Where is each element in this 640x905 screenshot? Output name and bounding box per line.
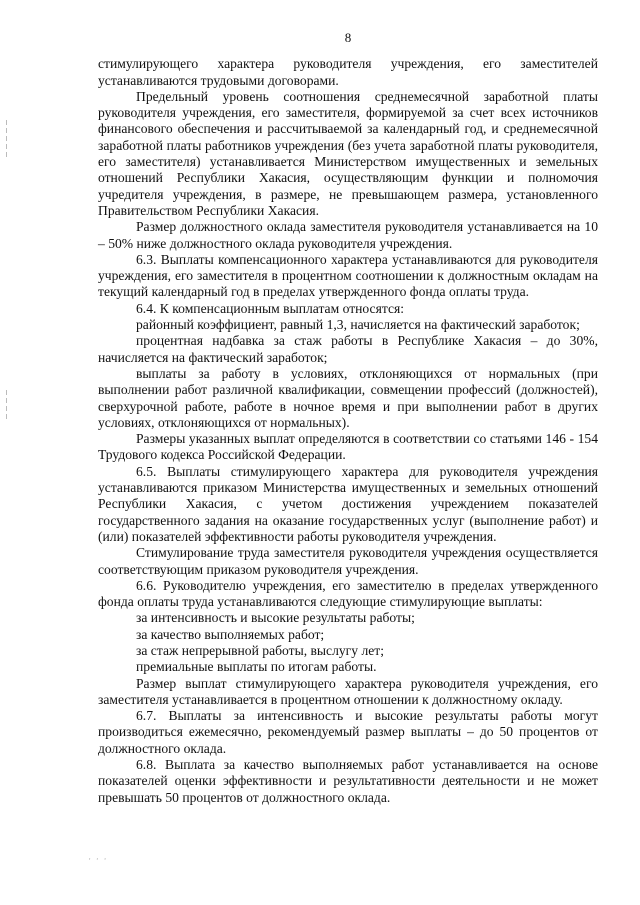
paragraph: 6.8. Выплата за качество выполняемых работ устанавливается на основе показателей оценки эффективности и результативности деятельности и не может превышать 50 процентов от должностного оклада. [98, 757, 598, 805]
list-item: премиальные выплаты по итогам работы. [136, 659, 377, 675]
paragraph: 6.7. Выплаты за интенсивность и высокие результаты работы могут производиться ежемесячно, рекомендуемый размер выплаты – до 50 процентов от должностного оклада. [98, 708, 598, 756]
paragraph: Предельный уровень соотношения среднемесячной заработной платы руководителя учреждения, его заместителя, формируемой за счет всех источников финансового обеспечения и рассчитываемой за календарный год, и среднемесячной заработной платы работников учреждения (без учета заработной платы руководителя, его заместителя) устанавливается Министерством имущественных и земельных отношений Республики Хакасия, осуществляющим функции и полномочия учредителя учреждения, в размере, не превышающем размера, установленного Правительством Республики Хакасия. [98, 88, 598, 218]
paragraph: 6.4. К компенсационным выплатам относятся: [136, 300, 405, 316]
scan-margin-marks [6, 120, 8, 160]
list-item: выплаты за работу в условиях, отклоняющихся от нормальных (при выполнении работ различной квалификации, совмещении профессий (должностей), сверхурочной работе, работе в ночное время и при выполнении работ в других условиях, отклоняющихся от нормальных). [98, 365, 598, 430]
paragraph: 6.6. Руководителю учреждения, его заместителю в пределах утвержденного фонда оплаты труда устанавливаются следующие стимулирующие выплаты: [98, 577, 598, 610]
paragraph: 6.3. Выплаты компенсационного характера устанавливаются для руководителя учреждения, его заместителя в процентном соотношении к должностным окладам на текущий календарный год в пределах утвержденного фонда оплаты труда. [98, 251, 598, 300]
paragraph: 6.5. Выплаты стимулирующего характера для руководителя учреждения устанавливаются приказом Министерства имущественных и земельных отношений Республики Хакасия, с учетом достижения учреждением показателей государственного задания на оказание государственных услуг (выполнение работ) и (или) показателей эффективности работы руководителя учреждения. [98, 463, 598, 544]
list-item: за стаж непрерывной работы, выслугу лет; [136, 642, 384, 658]
document-body [98, 56, 598, 806]
scan-margin-marks [6, 390, 8, 422]
scan-artifact-mark: · · · [88, 855, 108, 865]
paragraph: Стимулирование труда заместителя руководителя учреждения осуществляется соответствующим приказом руководителя учреждения. [98, 545, 598, 577]
page-number: 8 [344, 30, 352, 45]
list-item: за качество выполняемых работ; [136, 626, 325, 642]
list-item: районный коэффициент, равный 1,3, начисляется на фактический заработок; [136, 317, 580, 333]
paragraph: Размер должностного оклада заместителя руководителя устанавливается на 10 – 50% ниже должностного оклада руководителя учреждения. [98, 219, 598, 251]
paragraph: Размеры указанных выплат определяются в соответствии со статьями 146 - 154 Трудового кодекса Российской Федерации. [98, 431, 598, 463]
paragraph: Размер выплат стимулирующего характера руководителя учреждения, его заместителя устанавливается в процентном отношении к должностному окладу. [98, 675, 598, 707]
list-item: процентная надбавка за стаж работы в Республике Хакасия – до 30%, начисляется на фактический заработок; [98, 333, 598, 365]
paragraph: стимулирующего характера руководителя учреждения, его заместителей устанавливаются трудовыми договорами. [98, 56, 598, 88]
list-item: за интенсивность и высокие результаты работы; [136, 610, 415, 626]
